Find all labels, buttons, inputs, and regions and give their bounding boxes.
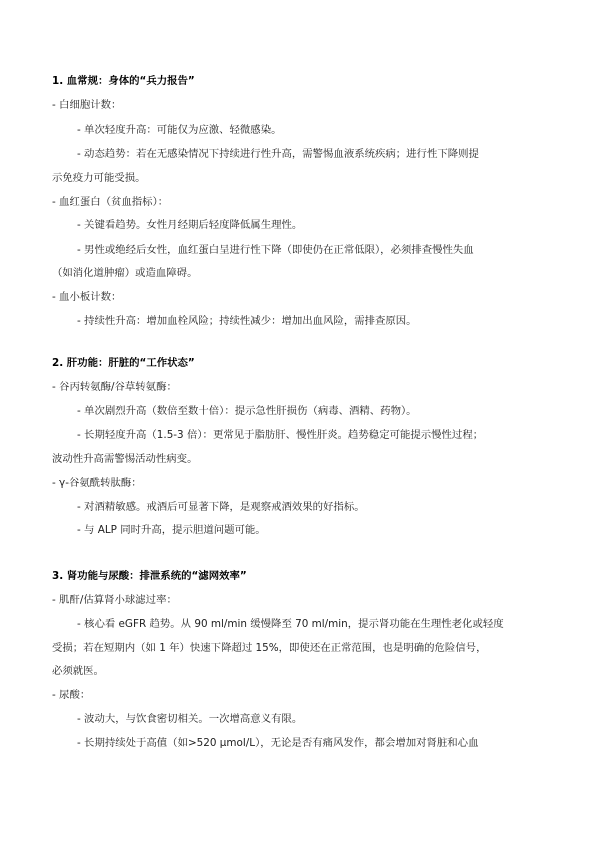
list-item-continuation: 必须就医。 xyxy=(52,665,104,677)
list-item: - 白细胞计数： xyxy=(52,99,122,111)
list-item-continuation: 波动性升高需警惕活动性病变。 xyxy=(52,453,198,465)
list-item: - γ-谷氨酰转肽酶： xyxy=(52,477,142,489)
list-item: - 持续性升高：增加血栓风险；持续性减少：增加出血风险，需排查原因。 xyxy=(77,315,417,327)
section-heading-liver-function: 2. 肝功能：肝脏的“工作状态” xyxy=(52,357,195,369)
list-item: - 谷丙转氨酶/谷草转氨酶： xyxy=(52,381,177,393)
list-item: - 肌酐/估算肾小球滤过率： xyxy=(52,594,177,606)
list-item: - 长期持续处于高值（如>520 μmol/L），无论是否有痛风发作，都会增加对肾脏和心血 xyxy=(77,737,479,749)
list-item: - 血小板计数： xyxy=(52,291,122,303)
list-item: - 男性或绝经后女性，血红蛋白呈进行性下降（即使仍在正常低限），必须排查慢性失血 xyxy=(77,244,474,256)
list-item: - 单次轻度升高：可能仅为应激、轻微感染。 xyxy=(77,124,282,136)
list-item: - 对酒精敏感。戒酒后可显著下降，是观察戒酒效果的好指标。 xyxy=(77,501,365,513)
section-heading-blood-routine: 1. 血常规：身体的“兵力报告” xyxy=(52,75,195,87)
list-item-continuation: 示免疫力可能受损。 xyxy=(52,172,146,184)
list-item: - 尿酸： xyxy=(52,689,91,701)
list-item: - 关键看趋势。女性月经期后轻度降低属生理性。 xyxy=(77,219,303,231)
list-item-continuation: （如消化道肿瘤）或造血障碍。 xyxy=(52,267,198,279)
list-item: - 动态趋势：若在无感染情况下持续进行性升高，需警惕血液系统疾病；进行性下降则提 xyxy=(77,148,479,160)
list-item: - 单次剧烈升高（数倍至数十倍）：提示急性肝损伤（病毒、酒精、药物）。 xyxy=(77,405,417,417)
list-item: - 波动大，与饮食密切相关。一次增高意义有限。 xyxy=(77,713,303,725)
list-item-continuation: 受损；若在短期内（如 1 年）快速下降超过 15%，即使还在正常范围，也是明确的危险信号， xyxy=(52,642,487,654)
list-item: - 血红蛋白（贫血指标）： xyxy=(52,196,169,208)
list-item: - 与 ALP 同时升高，提示胆道问题可能。 xyxy=(77,524,266,536)
list-item: - 核心看 eGFR 趋势。从 90 ml/min 缓慢降至 70 ml/min，提示肾功能在生理性老化或轻度 xyxy=(77,618,504,630)
section-heading-kidney-uric-acid: 3. 肾功能与尿酸：排泄系统的“滤网效率” xyxy=(52,570,247,582)
list-item: - 长期轻度升高（1.5-3 倍）：更常见于脂肪肝、慢性肝炎。趋势稳定可能提示慢性过程； xyxy=(77,429,484,441)
